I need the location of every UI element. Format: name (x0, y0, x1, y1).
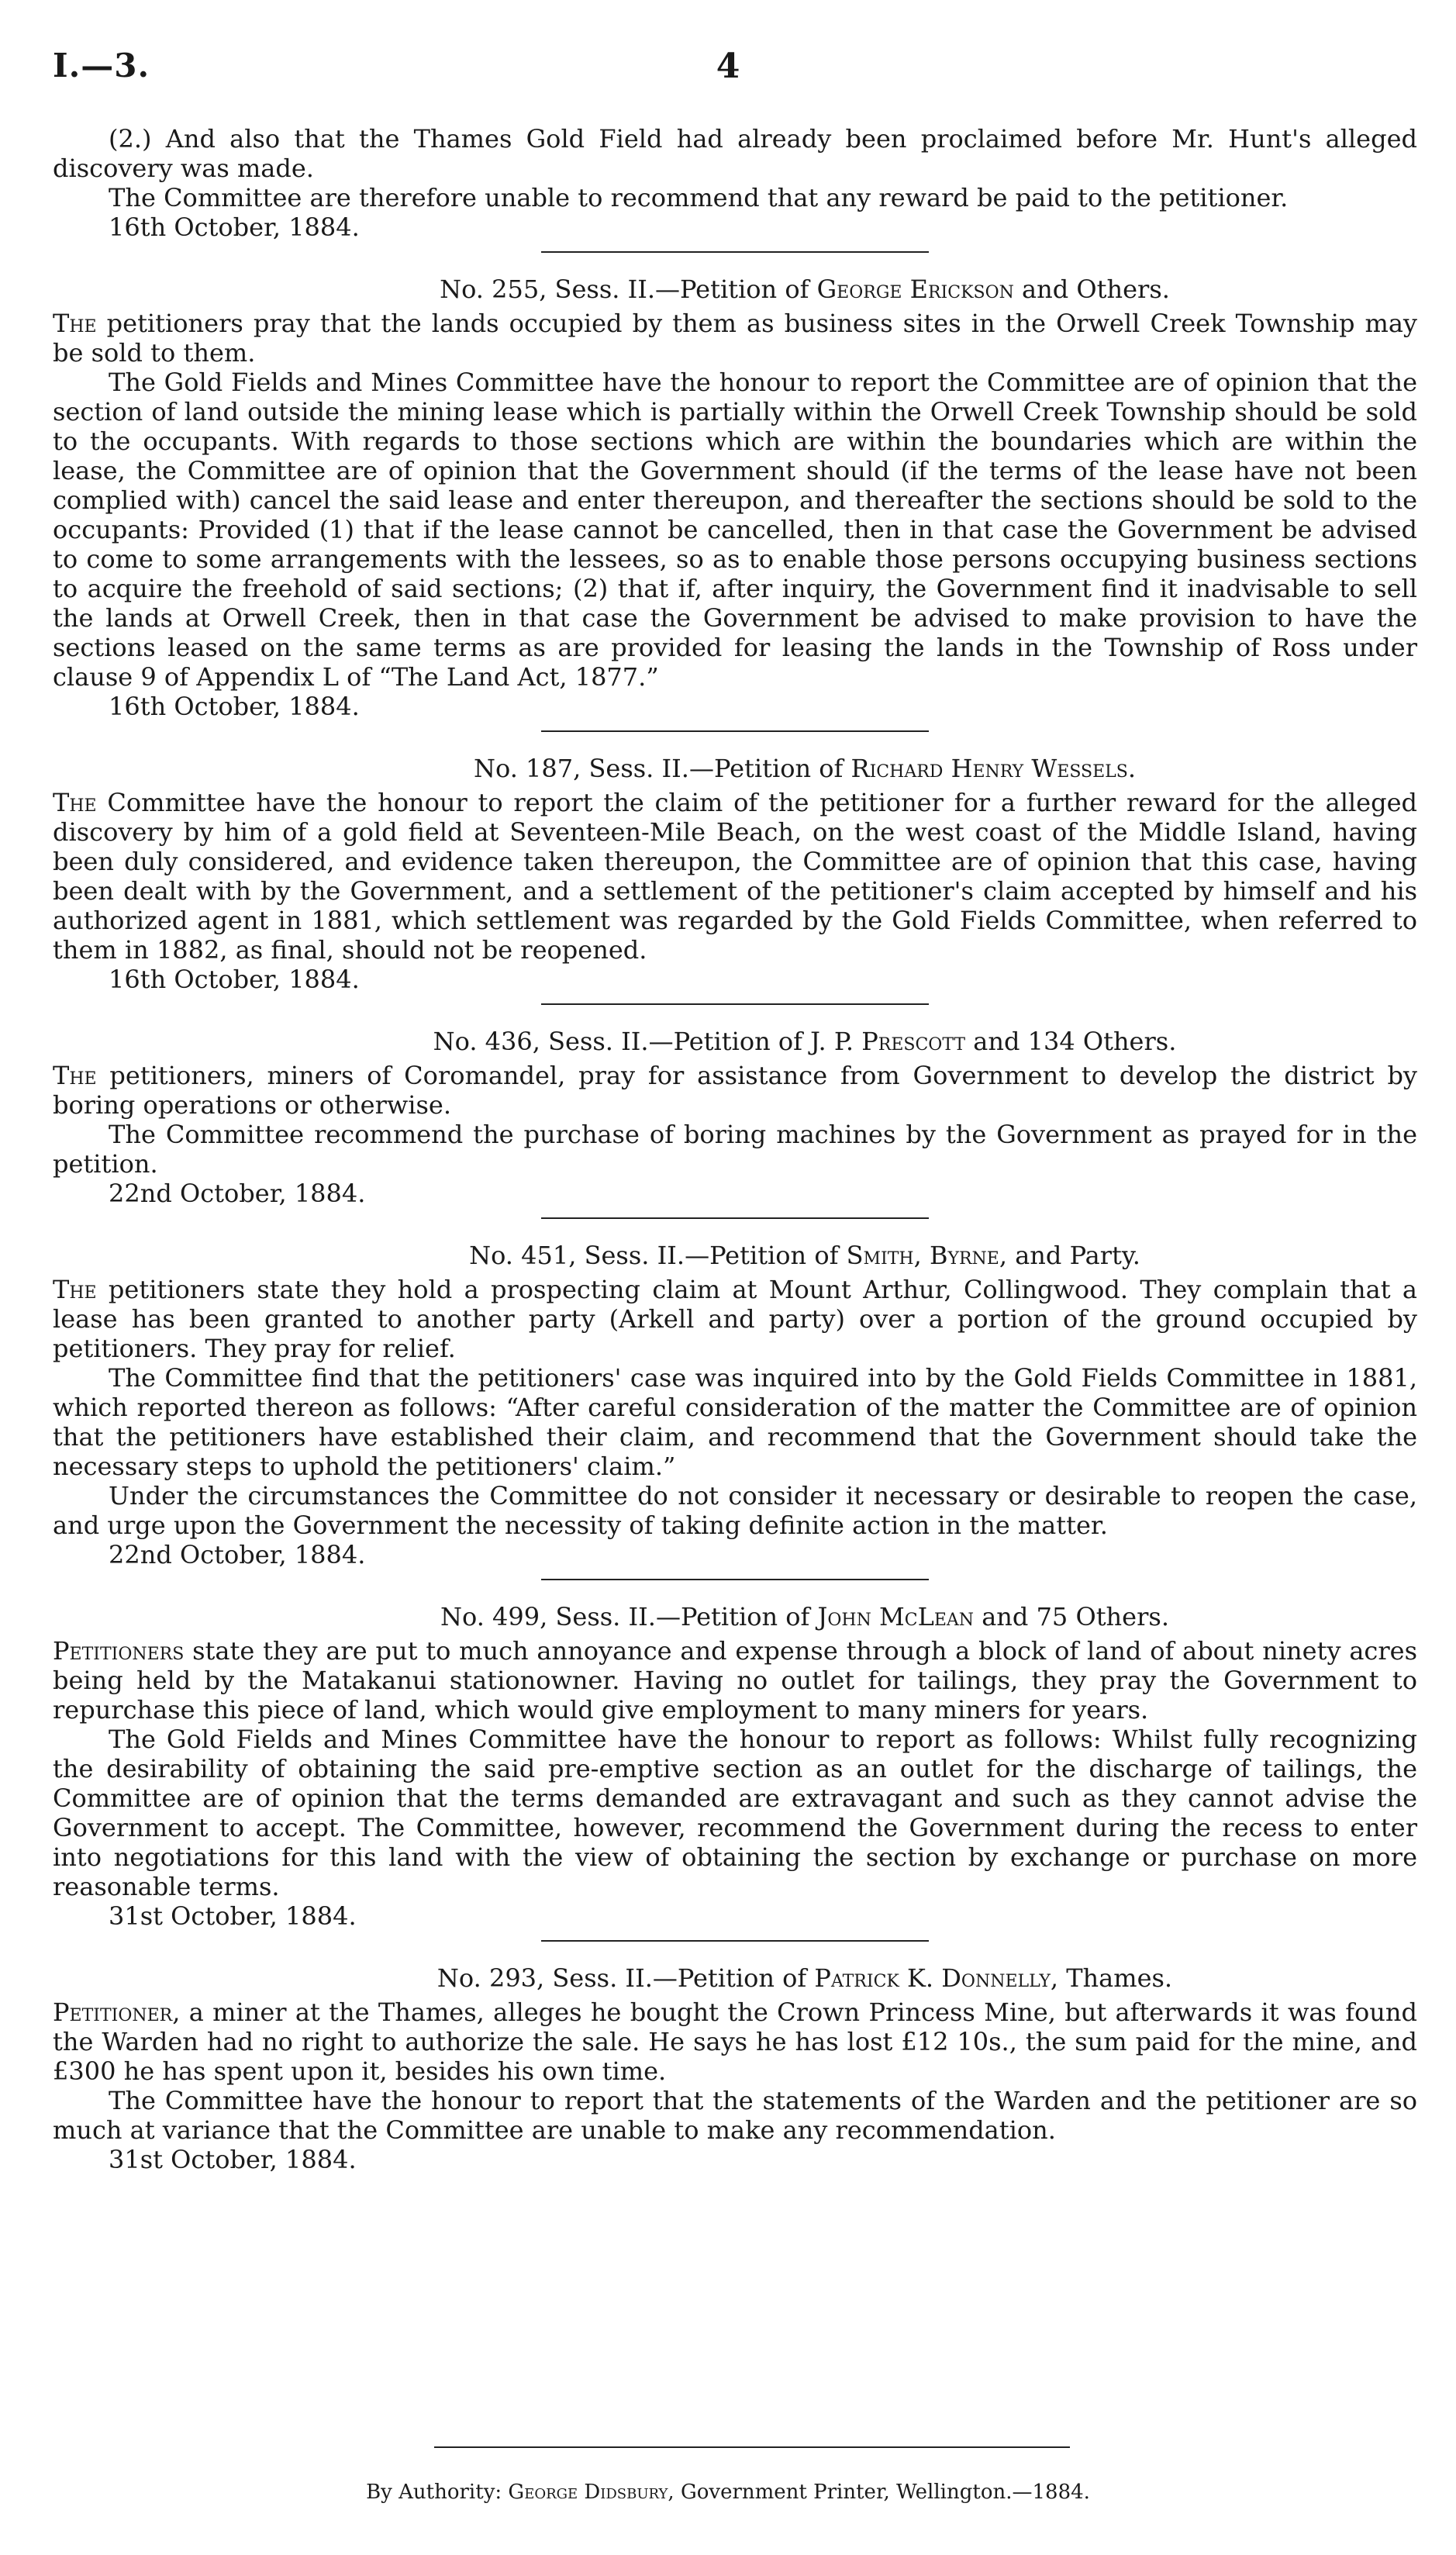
paragraph-lead: Petitioner (53, 1997, 173, 2027)
petitioner-name: Prescott (861, 1027, 966, 1056)
petition-paragraph: Under the circumstances the Committee do not consider it necessary or desirable to reopen the case, and urge upon the Government the necessity of taking definite action in the matter. (53, 1481, 1417, 1540)
petitioner-name: Smith, Byrne, (846, 1241, 1008, 1270)
petition-title-suffix: and 134 Others. (965, 1027, 1177, 1056)
petition-title-prefix: No. 499, Sess. II.—Petition of (440, 1602, 818, 1631)
petition-title-suffix: and 75 Others. (974, 1602, 1169, 1631)
paragraph-lead: The (53, 1275, 97, 1304)
section-date: 16th October, 1884. (109, 692, 360, 721)
section-divider (541, 1940, 929, 1942)
section-divider (541, 1579, 929, 1580)
paragraph-lead: The (53, 788, 97, 817)
petition-paragraph: The Committee recommend the purchase of boring machines by the Government as prayed for in the petition. (53, 1120, 1417, 1179)
petition-title-suffix: , Thames. (1050, 1963, 1173, 1993)
petition-paragraph: The Gold Fields and Mines Committee have the honour to report the Committee are of opinion that the section of land outside the mining lease which is partially within the Orwell Creek Township should be sold to the occupants. With regards to those sections which are within the boundaries which are within the lease, the Committee are of opinion that the Government should (if the terms of the lease have not been complied with) cancel the said lease and enter thereupon, and thereafter the sections should be sold to the occupants: Provided (1) that if the lease cannot be cancelled, then in that case the Government be advised to come to some arrangements with the lessees, so as to enable those persons occupying business sections to acquire the freehold of said sections; (2) that if, after inquiry, the Government find it inadvisable to sell the lands at Orwell Creek, then in that case the Government be advised to make provision to have the sections leased on the same terms as are provided for leasing the lands in the Township of Ross under clause 9 of Appendix L of “The Land Act, 1877.” (53, 368, 1417, 692)
petition-title-prefix: No. 187, Sess. II.—Petition of (474, 754, 851, 783)
paragraph-text: , a miner at the Thames, alleges he bought the Crown Princess Mine, but afterwards it was found the Warden had no right to authorize the sale. He says he has lost £12 10s., the sum paid for the mine, and £300 he has spent upon it, besides his own time. (53, 1997, 1417, 2086)
petition-paragraph (53, 1636, 1417, 1725)
page-header (0, 47, 1456, 93)
paragraph-lead: The (53, 1061, 97, 1090)
petition-title-prefix: No. 255, Sess. II.—Petition of (440, 274, 817, 304)
petitioner-name: Richard Henry Wessels (850, 754, 1128, 783)
section-date: 16th October, 1884. (109, 212, 360, 242)
imprint-prefix: By Authority: (366, 2481, 509, 2504)
petition-paragraph: The Gold Fields and Mines Committee have the honour to report as follows: Whilst fully recognizing the desirability of obtaining the said pre-emptive section as an outlet for the discharge of tailings, the Committee are of opinion that the terms demanded are extravagant and such as they cannot advise the Government to accept. The Committee, however, recommend the Government during the recess to enter into negotiations for this land with the view of obtaining the section by exchange or purchase on more reasonable terms. (53, 1725, 1417, 1901)
intro-paragraph: The Committee are therefore unable to recommend that any reward be paid to the petitioner. (109, 183, 1289, 212)
petition-paragraph (53, 1997, 1417, 2086)
petition-title-prefix: No. 436, Sess. II.—Petition of J. P. (433, 1027, 862, 1056)
section-date: 22nd October, 1884. (109, 1179, 366, 1208)
petitioner-name: John McLean (817, 1602, 975, 1631)
document-body (53, 124, 1417, 2174)
petition-title (53, 1602, 1417, 1631)
petition-section (53, 1602, 1417, 1942)
footer-divider (434, 2446, 1070, 2448)
paragraph-lead: Petitioners (53, 1636, 185, 1666)
paragraph-lead: The (53, 309, 97, 338)
imprint-suffix: , Government Printer, Wellington.—1884. (668, 2481, 1090, 2504)
petition-section (53, 1963, 1417, 2174)
petitioner-name: George Erickson (816, 274, 1014, 304)
petition-paragraph (53, 1061, 1417, 1120)
petition-title-suffix: and Party. (1007, 1241, 1140, 1270)
petition-title (53, 1963, 1417, 1993)
paragraph-text: petitioners pray that the lands occupied by them as business sites in the Orwell Creek Township may be sold to them. (53, 309, 1417, 368)
petition-paragraph: The Committee find that the petitioners' case was inquired into by the Gold Fields Committee in 1881, which reported thereon as follows: “After careful consideration of the matter the Committee are of opinion that the petitioners have established their claim, and recommend that the Government should take the necessary steps to uphold the petitioners' claim.” (53, 1363, 1417, 1481)
petition-title-prefix: No. 293, Sess. II.—Petition of (436, 1963, 815, 1993)
intro-paragraph: (2.) And also that the Thames Gold Field had already been proclaimed before Mr. Hunt's alleged discovery was made. (53, 124, 1417, 183)
section-divider (541, 251, 929, 253)
petition-title (53, 1241, 1417, 1270)
petition-title-suffix: . (1127, 754, 1136, 783)
section-divider (541, 730, 929, 732)
printer-imprint (0, 2480, 1456, 2505)
paper-reference: I.—3. (53, 47, 150, 85)
petition-section (53, 1027, 1417, 1219)
petition-paragraph (53, 788, 1417, 965)
section-divider (541, 1217, 929, 1219)
section-date: 16th October, 1884. (109, 965, 360, 994)
section-divider (541, 1003, 929, 1005)
paragraph-text: petitioners, miners of Coromandel, pray for assistance from Government to develop the district by boring operations or otherwise. (53, 1061, 1417, 1120)
paragraph-text: state they are put to much annoyance and expense through a block of land of about ninety acres being held by the Matakanui stationowner. Having no outlet for tailings, they pray the Government to repurchase this piece of land, which would give employment to many miners for years. (53, 1636, 1417, 1725)
petition-paragraph: The Committee have the honour to report that the statements of the Warden and the petitioner are so much at variance that the Committee are unable to make any recommendation. (53, 2086, 1417, 2145)
paragraph-text: petitioners state they hold a prospecting claim at Mount Arthur, Collingwood. They complain that a lease has been granted to another party (Arkell and party) over a portion of the ground occupied by petitioners. They pray for relief. (53, 1275, 1417, 1363)
petition-title (53, 754, 1417, 783)
paragraph-text: Committee have the honour to report the claim of the petitioner for a further reward for the alleged discovery by him of a gold field at Seventeen-Mile Beach, on the west coast of the Middle Island, having been duly considered, and evidence taken thereupon, the Committee are of opinion that this case, having been dealt with by the Government, and a settlement of the petitioner's claim accepted by himself and his authorized agent in 1881, which settlement was regarded by the Gold Fields Committee, when referred to them in 1882, as final, should not be reopened. (53, 788, 1417, 965)
intro-section (53, 124, 1417, 253)
petition-title (53, 1027, 1417, 1056)
petition-paragraph (53, 1275, 1417, 1363)
petition-section (53, 754, 1417, 1005)
section-date: 22nd October, 1884. (109, 1540, 366, 1569)
petition-section (53, 1241, 1417, 1580)
petition-title (53, 274, 1417, 304)
petitioner-name: Patrick K. Donnelly (814, 1963, 1051, 1993)
petition-title-prefix: No. 451, Sess. II.—Petition of (469, 1241, 847, 1270)
section-date: 31st October, 1884. (109, 2145, 357, 2174)
printer-name: George Didsbury (508, 2481, 668, 2504)
section-date: 31st October, 1884. (109, 1901, 357, 1931)
page-number: 4 (716, 47, 740, 86)
petition-section (53, 274, 1417, 732)
petition-paragraph (53, 309, 1417, 368)
petition-title-suffix: and Others. (1013, 274, 1170, 304)
